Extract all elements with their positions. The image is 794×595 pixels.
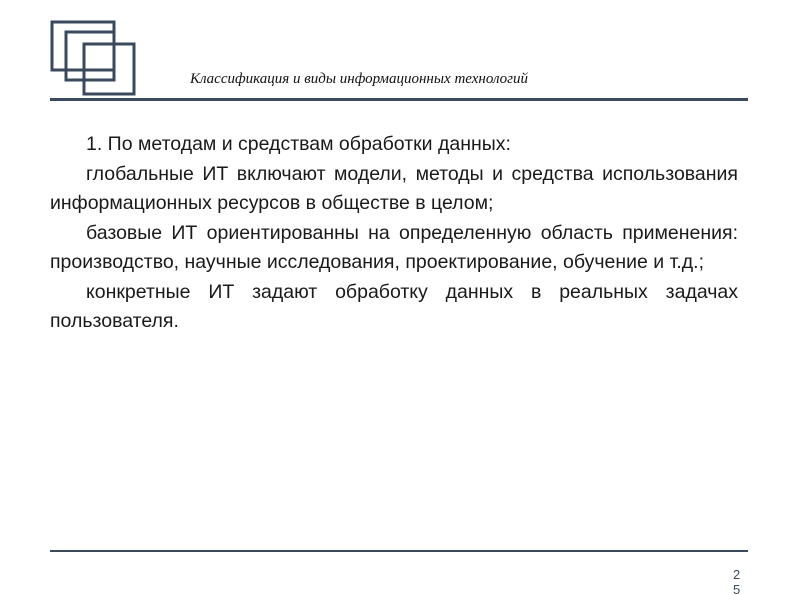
paragraph-base-it: базовые ИТ ориентированны на определенную область применения: производство, научные исследования, проектирование, обучение и т.д.; <box>50 221 738 273</box>
slide-title: Классификация и виды информационных технологий <box>190 71 529 87</box>
paragraph-specific-it: конкретные ИТ задают обработку данных в реальных задачах пользователя. <box>50 280 738 332</box>
page-number: 25 <box>733 567 741 595</box>
header-divider <box>50 98 748 101</box>
paragraph-heading: 1. По методам и средствам обработки данных: <box>86 133 511 155</box>
paragraph-global-it: глобальные ИТ включают модели, методы и средства использования информационных ресурсов в обществе в целом; <box>50 162 738 214</box>
slide-body <box>50 130 738 337</box>
footer-divider <box>50 550 748 552</box>
logo-squares-icon <box>50 20 136 96</box>
